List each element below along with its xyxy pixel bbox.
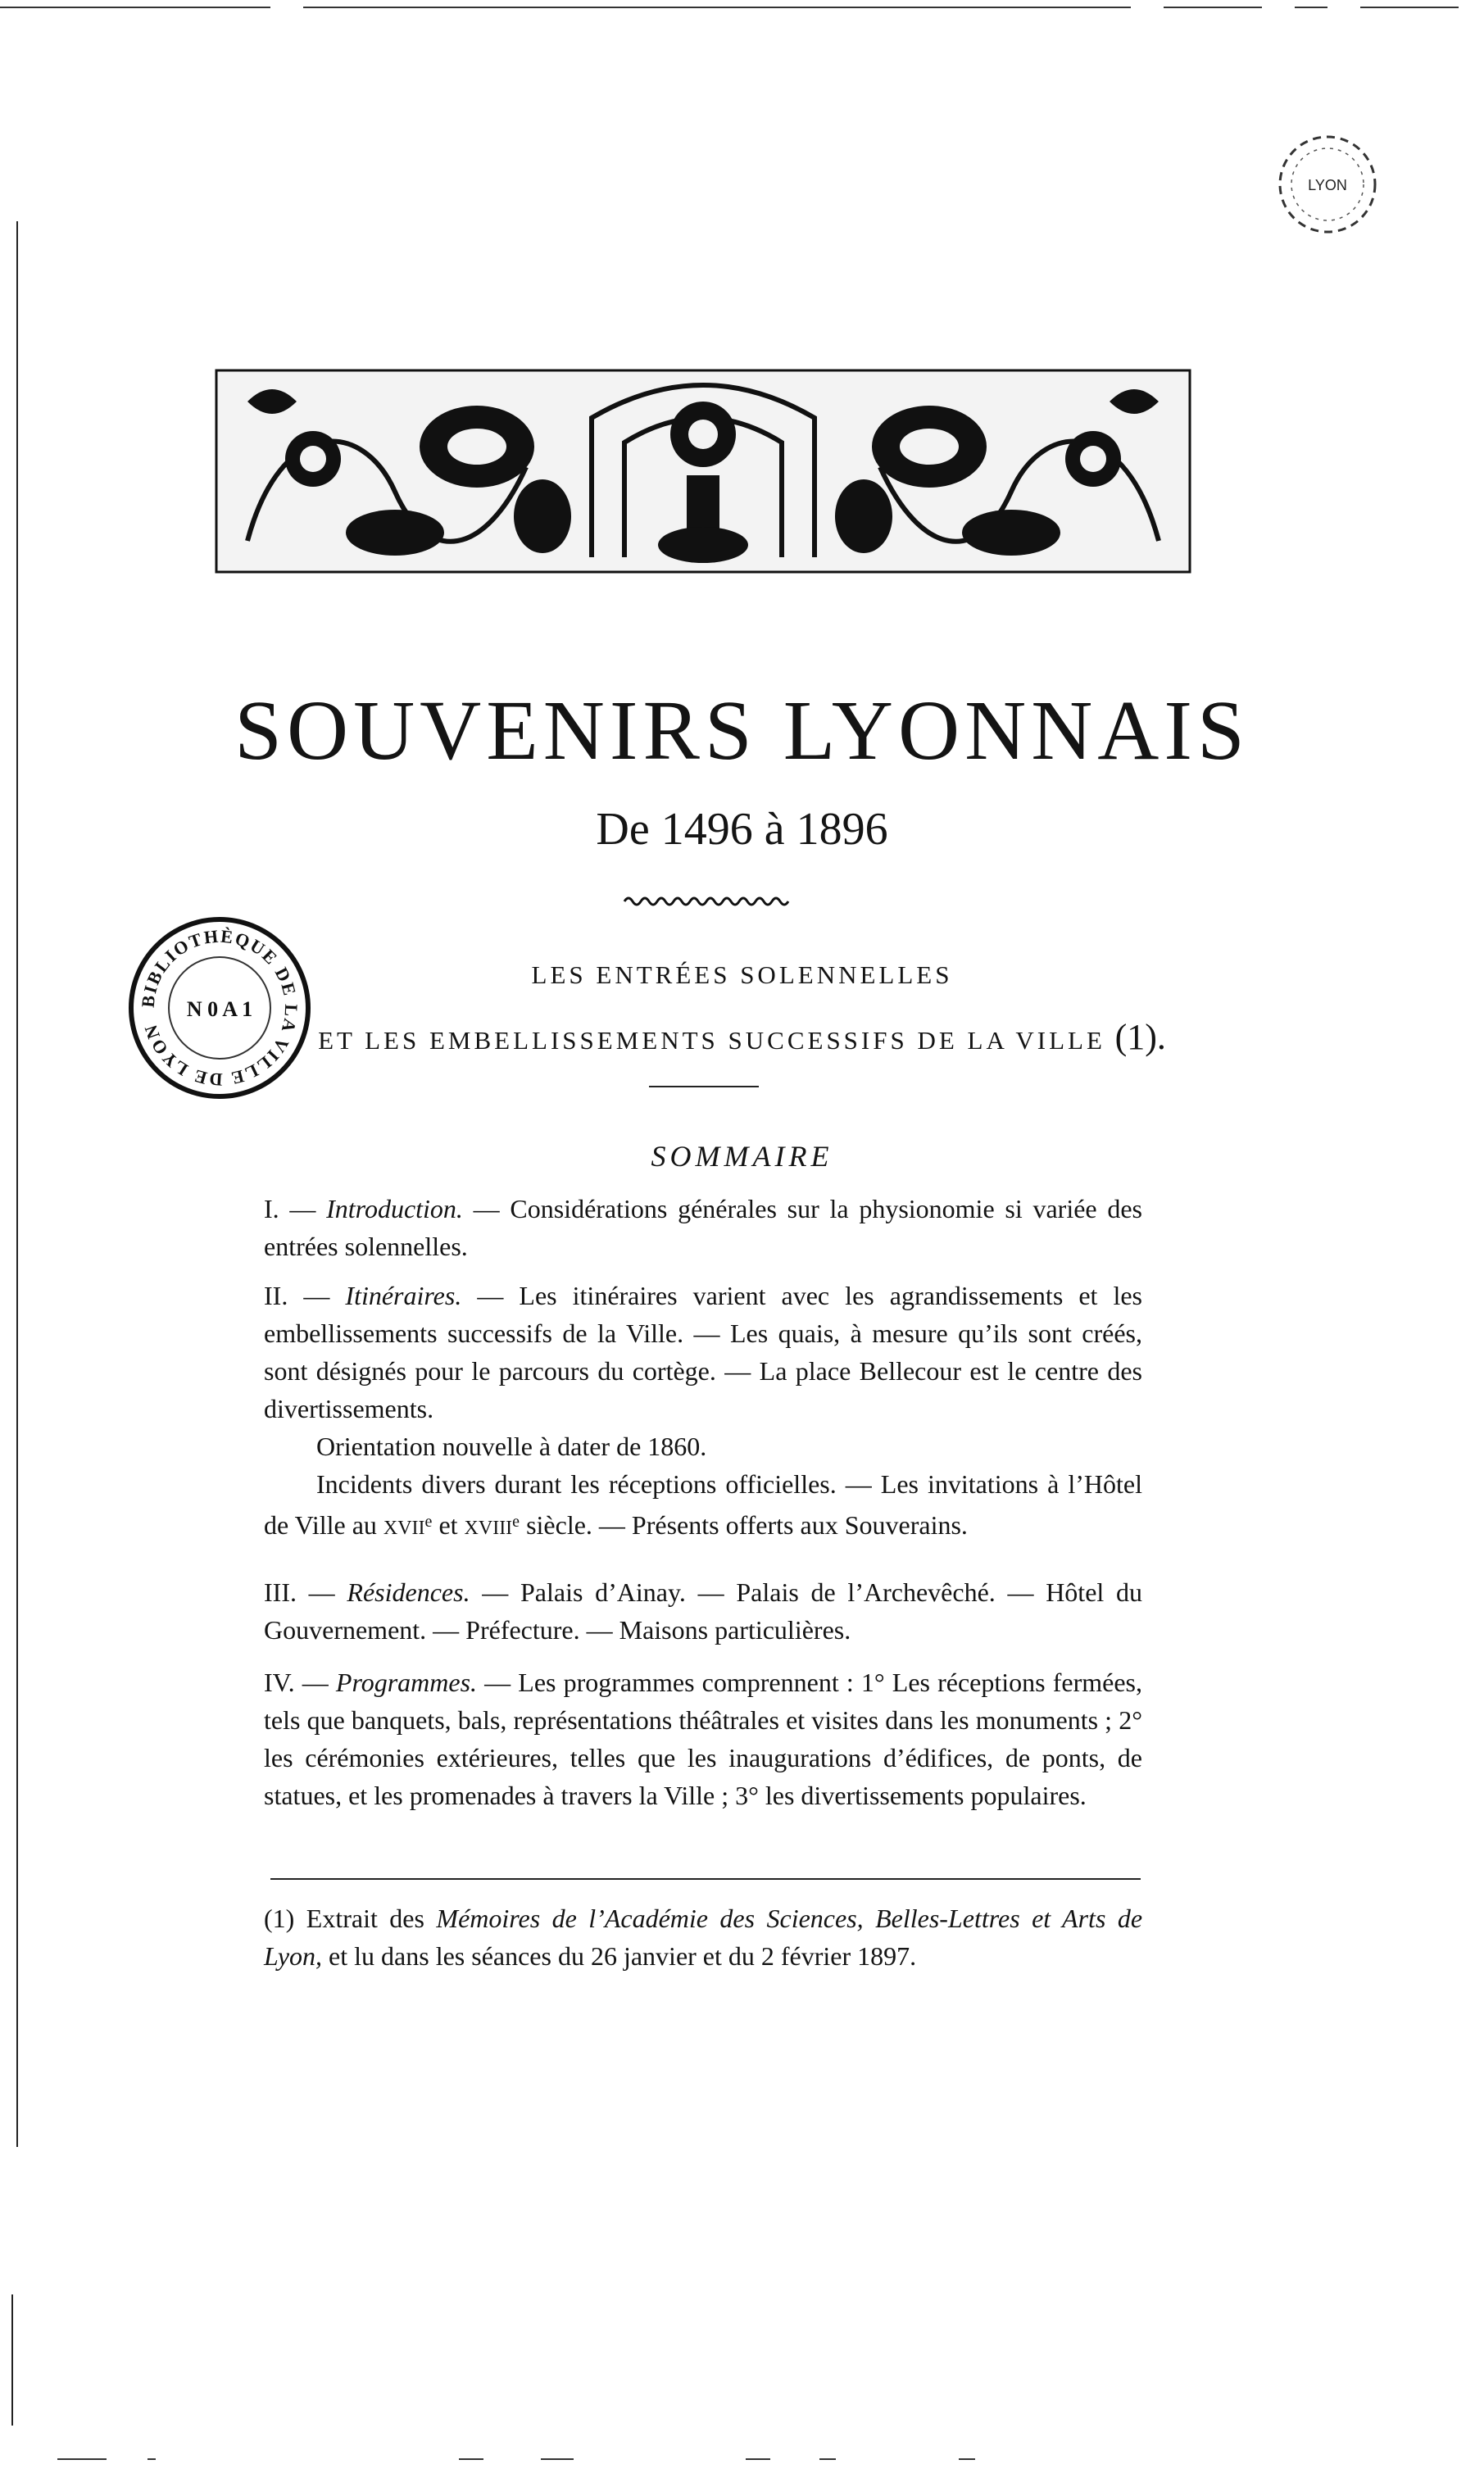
- sommaire-entry-1: [264, 1190, 1142, 1265]
- footnote-lead: Extrait des: [306, 1904, 424, 1933]
- entry-text: — Les itinéraires varient avec les agrandissements et les embellissements successifs de la Ville. — Les quais, à mesure qu’ils sont créés, sont désignés pour le parcours du cortège. — La place Bellecour est le centre des divertissements.: [264, 1281, 1143, 1423]
- library-stamp-text: BIBLIOTHÈQUE DE LA VILLE DE LYON: [137, 925, 302, 1091]
- date-range: De 1496 à 1896: [596, 804, 888, 855]
- entry-paragraph-text: siècle. — Présents offerts aux Souverains.: [526, 1510, 968, 1540]
- entry-text: — Palais d’Ainay. — Palais de l’Archevêché. — Hôtel du Gouvernement. — Préfecture. — Maisons particulières.: [264, 1577, 1143, 1645]
- entry-heading: Résidences.: [347, 1577, 470, 1607]
- sommaire-heading: SOMMAIRE: [651, 1140, 833, 1173]
- entry-paragraph-text: Incidents divers durant les réceptions officielles. — Les invitations à l’Hôtel de Ville au: [264, 1469, 1142, 1540]
- footnote-rule: [270, 1878, 1141, 1880]
- wavy-rule-divider: [623, 893, 795, 910]
- entry-numeral: IV. —: [264, 1668, 329, 1697]
- library-stamp: [121, 910, 318, 1106]
- footnote-reference: (1).: [1114, 1017, 1166, 1057]
- short-rule-divider: [649, 1086, 759, 1087]
- subtitle-line-2-text: ET LES EMBELLISSEMENTS SUCCESSIFS DE LA VILLE: [318, 1026, 1105, 1055]
- left-binding-edge: [16, 221, 18, 2147]
- subtitle-line-1: LES ENTRÉES SOLENNELLES: [531, 960, 953, 989]
- entry-paragraph: [264, 1465, 1142, 1547]
- page-title: SOUVENIRS LYONNAIS: [234, 683, 1250, 778]
- sommaire-entry-3: [264, 1573, 1142, 1649]
- corner-stamp-text: LYON: [1308, 177, 1347, 193]
- entry-paragraph: Orientation nouvelle à dater de 1860.: [316, 1432, 707, 1461]
- footnote-marker: (1): [264, 1904, 295, 1933]
- century-numeral: XVIIe: [383, 1513, 433, 1539]
- entry-heading: Introduction.: [326, 1194, 463, 1223]
- footnote: [264, 1899, 1142, 1975]
- entry-text: — Les programmes comprennent : 1° Les réceptions fermées, tels que banquets, bals, représentations théâtrales et visites dans les monuments ; 2° les cérémonies extérieures, telles que les inaugurations d’édifices, de ponts, de statues, et les promenades à travers la Ville ; 3° les divertissements populaires.: [264, 1668, 1143, 1810]
- entry-numeral: II. —: [264, 1281, 330, 1310]
- left-binding-mark: [11, 2294, 13, 2426]
- footnote-source: Mémoires de l’Académie des Sciences, Belles-Lettres et Arts de Lyon,: [264, 1904, 1143, 1971]
- library-stamp-number: N 0 A 1: [186, 997, 253, 1021]
- entry-heading: Itinéraires.: [345, 1281, 462, 1310]
- ornamental-headpiece: [215, 369, 1191, 574]
- bottom-scan-edge: [0, 2458, 1484, 2461]
- top-scan-edge: [0, 7, 1484, 9]
- entry-numeral: III. —: [264, 1577, 335, 1607]
- century-numeral: XVIIIe: [464, 1513, 520, 1539]
- entry-heading: Programmes.: [335, 1668, 478, 1697]
- sommaire-entry-2: [264, 1277, 1142, 1547]
- entry-text: — Considérations générales sur la physionomie si variée des entrées solennelles.: [264, 1194, 1143, 1261]
- footnote-tail: et lu dans les séances du 26 janvier et du 2 février 1897.: [329, 1941, 917, 1971]
- corner-stamp: [1266, 123, 1389, 246]
- entry-numeral: I. —: [264, 1194, 316, 1223]
- sommaire-entry-4: [264, 1663, 1142, 1814]
- entry-paragraph-text: et: [438, 1510, 458, 1540]
